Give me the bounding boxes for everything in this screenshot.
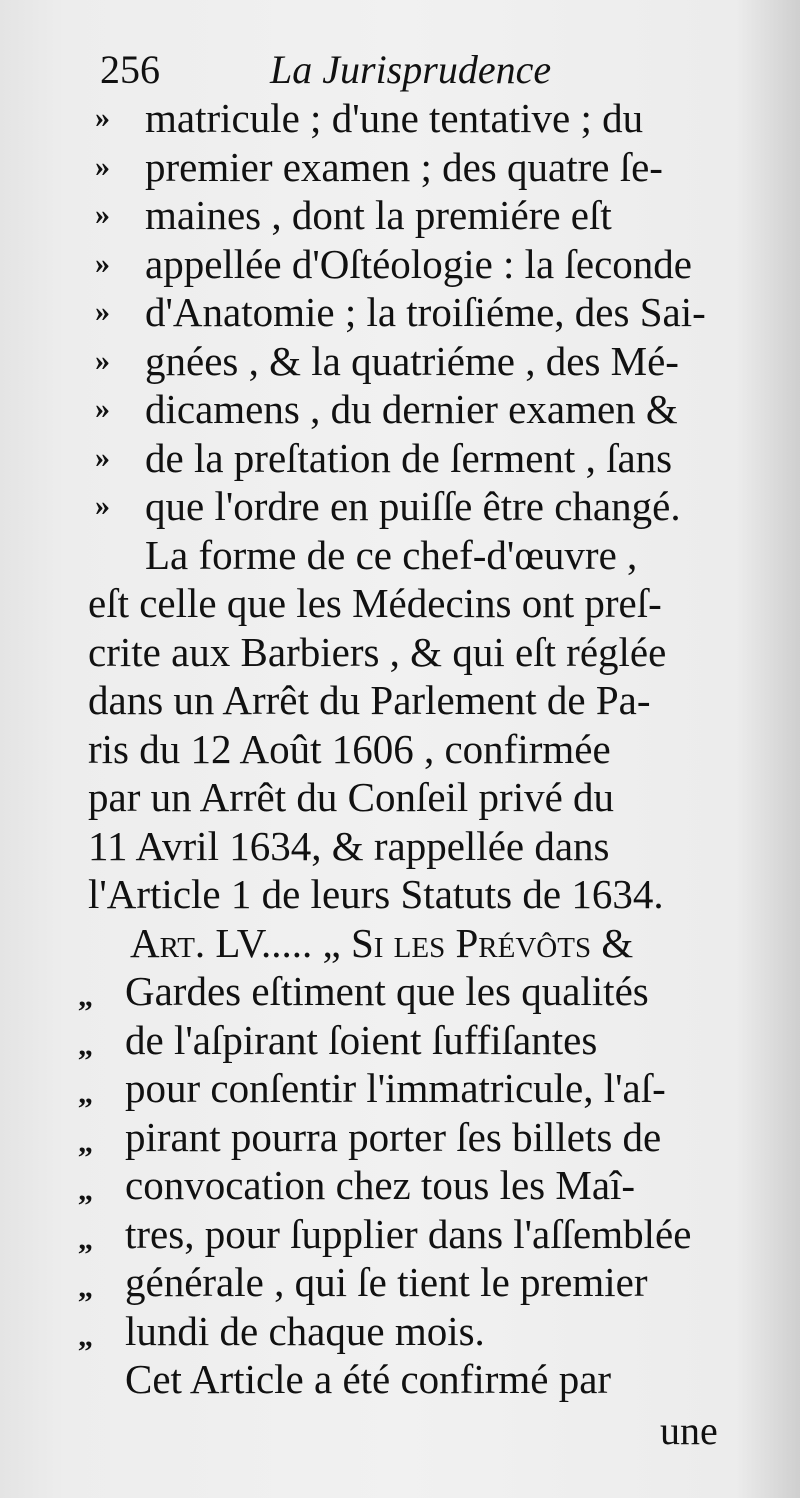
quote-mark: » [95,489,110,522]
quote-mark: „ [78,1319,93,1353]
text-line [0,483,800,529]
line-text: crite aux Barbiers , & qui eſt réglée [88,628,667,675]
line-text: l'Article 1 de leurs Statuts de 1634. [88,871,664,917]
line-text: ris du 12 Août 1606 , confirmée [88,725,611,772]
line-text: de la preſtation de ſerment , ſans [145,434,673,481]
quote-mark: „ [78,1222,93,1256]
text-line [0,1211,800,1257]
line-text: pour conſentir l'immatricule, l'aſ- [125,1065,666,1111]
quote-mark: » [95,198,110,231]
line-text: appellée d'Oſtéologie : la ſeconde [145,240,692,287]
text-line [0,1308,800,1354]
line-text: convocation chez tous les Maî- [125,1162,636,1208]
text-line [0,289,800,335]
line-text: Art. LV..... „ Si les Prévôts & [130,919,634,966]
catchword: une [660,1408,718,1453]
quote-mark: » [95,246,110,280]
text-line [0,1017,800,1063]
running-title: La Jurisprudence [270,47,552,92]
quote-mark: „ [78,1174,93,1207]
text-line [0,95,800,141]
text-line [0,871,800,917]
text-line [0,677,800,723]
quote-mark: „ [78,1028,93,1062]
line-text: premier examen ; des quatre ſe- [145,143,663,190]
line-text: dans un Arrêt du Parlement de Pa- [88,677,651,723]
line-text: pirant pourra porter ſes billets de [125,1113,662,1160]
line-text: maines , dont la premiére eſt [145,192,612,238]
line-text: lundi de chaque mois. [125,1307,485,1354]
line-text: générale , qui ſe tient le premier [125,1259,648,1305]
text-line [0,580,800,626]
quote-mark: » [95,343,110,377]
text-line [0,386,800,432]
quote-mark: „ [78,1077,93,1110]
line-text: eſt celle que les Médecins ont preſ- [88,580,662,626]
quote-mark: » [95,295,110,328]
line-text: 11 Avril 1634, & rappellée dans [88,822,610,869]
line-text: Gardes eſtiment que les qualités [125,968,649,1014]
quote-mark: „ [78,1125,93,1159]
quote-mark: „ [78,1271,93,1304]
page-header [100,44,700,96]
line-text: gnées , & la quatriéme , des Mé- [145,337,679,384]
text-line [0,338,800,384]
page-number: 256 [100,47,160,92]
line-text: La forme de ce chef-d'œuvre , [145,531,638,578]
line-text: que l'ordre en puiſſe être changé. [145,483,681,529]
quote-mark: » [95,392,110,425]
text-line [0,774,800,820]
text-line [0,920,800,966]
text-line [0,1162,800,1208]
text-line [0,629,800,675]
quote-mark: » [95,101,110,134]
text-line [0,532,800,578]
text-line [0,1114,800,1160]
text-line [0,823,800,869]
text-line [0,192,800,238]
line-text: dicamens , du dernier examen & [145,386,678,432]
quote-mark: » [95,149,110,183]
line-text: par un Arrêt du Conſeil privé du [88,774,615,820]
line-text: matricule ; d'une tentative ; du [145,95,644,141]
line-text: tres, pour ſupplier dans l'aſſemblée [125,1210,692,1257]
text-line [0,968,800,1014]
text-line [0,726,800,772]
text-line [0,1259,800,1305]
text-line [0,1065,800,1111]
text-line [0,1356,800,1402]
quote-mark: » [95,440,110,474]
text-line [0,435,800,481]
line-text: d'Anatomie ; la troiſiéme, des Sai- [145,289,706,335]
line-text: Cet Article a été confirmé par [125,1356,612,1402]
text-line [0,144,800,190]
quote-mark: „ [78,980,93,1013]
line-text: de l'aſpirant ſoient ſuffiſantes [125,1016,598,1063]
text-line [0,241,800,287]
